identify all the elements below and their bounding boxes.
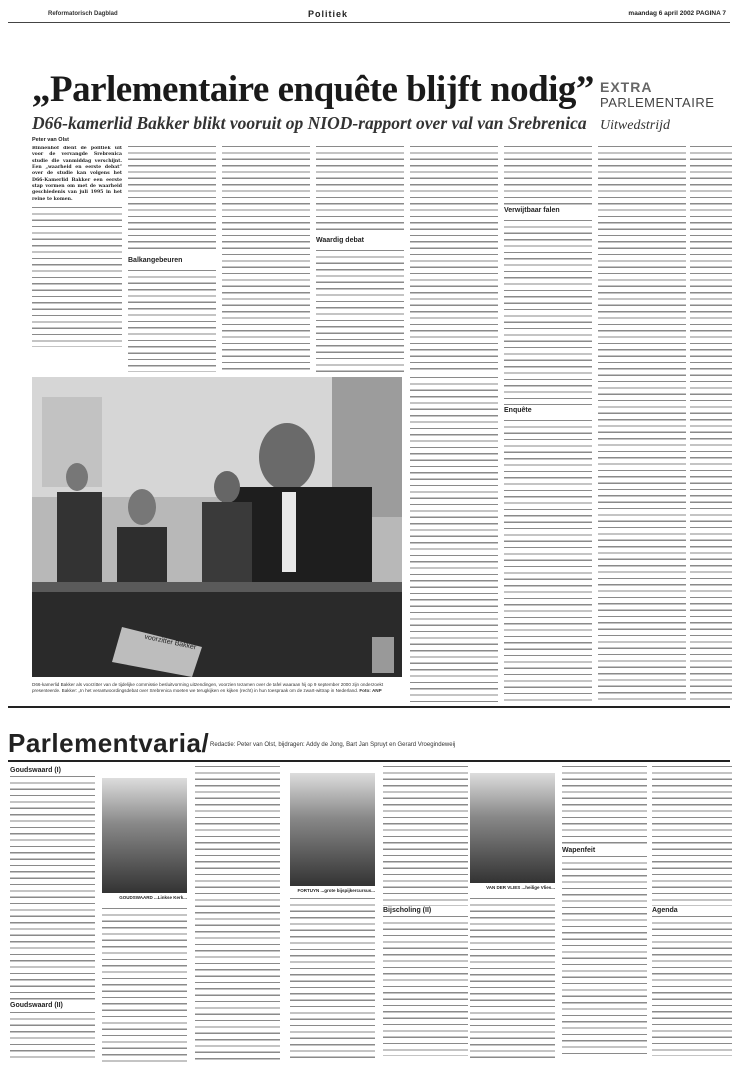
page-header — [8, 6, 730, 20]
article-column-4a — [316, 146, 404, 234]
pv-column-2 — [102, 908, 187, 1063]
portrait-caption-fortuyn: FORTUYN ...grote bijspijkercursus... — [297, 888, 375, 893]
parlementaria-credits: Redactie: Peter van Olst, bijdragen: Addy de Jong, Bart Jan Spruyt en Gerard Vroegindeweij — [210, 742, 456, 748]
extra-title: PARLEMENTAIRE — [600, 95, 715, 110]
page-date: maandag 6 april 2002 PAGINA 7 — [628, 10, 726, 17]
portrait-fortuyn — [290, 773, 375, 886]
pv-column-1 — [10, 766, 95, 1066]
extra-sub: Uitwedstrijd — [600, 118, 671, 133]
pv-heading-goudswaard-1: Goudswaard (I) — [10, 767, 61, 774]
article-column-6b — [504, 220, 592, 405]
portrait-goudswaard — [102, 778, 187, 893]
article-column-6c — [504, 420, 592, 705]
article-column-3 — [222, 146, 310, 372]
article-column-6a — [504, 146, 592, 206]
photo-scene — [32, 377, 402, 677]
extra-label: EXTRA — [600, 79, 653, 95]
article-column-1 — [32, 146, 122, 371]
pv-column-3 — [195, 766, 280, 1061]
article-photo — [32, 377, 402, 677]
article-column-7 — [598, 146, 686, 705]
pv-column-5 — [383, 766, 468, 1061]
pv-column-4 — [290, 898, 375, 1063]
pv-heading-bijscholing-2: Bijscholing (II) — [383, 907, 432, 914]
section-name: Politiek — [308, 9, 349, 19]
extra-box — [600, 79, 735, 134]
paper-name: Reformatorisch Dagblad — [48, 11, 118, 17]
headline: „Parlementaire enquête blijft nodig” — [32, 69, 594, 110]
article-column-8 — [690, 146, 732, 705]
subheadline: D66-kamerlid Bakker blikt vooruit op NIOD-rapport over val van Srebrenica — [32, 113, 587, 133]
subhead-falen: Verwijtbaar falen — [504, 207, 560, 214]
photo-credit: Foto: ANP — [359, 688, 382, 693]
photo-nameplate: voorzitter Bakker — [143, 633, 197, 652]
portrait-van-der-vlies — [470, 773, 555, 883]
pv-column-6 — [470, 898, 555, 1063]
pv-column-8 — [652, 766, 732, 1061]
photo-caption: D66-kamerlid Bakker als voorzitter van de tijdelijke commissie besluitvorming uitzendingen, voorzien tezamen over de tafel waaraan hij op 9 september 2000 zijn onderzoekt presenteerde. Bakker: „In het verantwoordingsdebat over Srebrenica moeten we terugkijken en kijken (recht) in hun toespraak om de zwart-wittrap in Nederland. Foto: ANP — [32, 682, 384, 693]
subhead-enquete: Enquête — [504, 407, 532, 414]
parlementaria-title: Parlementvaria/ — [8, 728, 210, 758]
article-column-2b — [128, 270, 216, 372]
byline: Peter van Olst — [32, 137, 69, 143]
article-column-2a — [128, 146, 216, 254]
header-rule — [8, 22, 730, 23]
article-column-5b — [410, 377, 498, 705]
article-column-4b — [316, 250, 404, 372]
article-lead: Binnenhof dient de politiek uit voor de vervangde Srebrenica studie die vanmiddag verschijnt. Een „waarheid en eerste debat” over de studie kan volgens het D66-Kamerlid Bakker een eerste stap vormen om met de waarheid geschiedenis van juli 1995 in het reine te komen. — [32, 146, 122, 202]
portrait-caption-van-der-vlies: VAN DER VLIES ...heilige Vlies... — [486, 885, 555, 890]
portrait-caption-goudswaard: GOUDSWAARD ...Linkse Kerk... — [119, 895, 187, 900]
pv-heading-wapenfeit: Wapenfeit — [562, 847, 596, 854]
subhead-debat: Waardig debat — [316, 237, 364, 244]
parlementaria-rule — [8, 760, 730, 762]
pv-heading-goudswaard-2: Goudswaard (II) — [10, 1002, 63, 1010]
subhead-balkan: Balkangebeuren — [128, 257, 183, 264]
pv-heading-agenda: Agenda — [652, 907, 678, 914]
pv-column-7 — [562, 766, 647, 1061]
section-divider — [8, 706, 730, 708]
